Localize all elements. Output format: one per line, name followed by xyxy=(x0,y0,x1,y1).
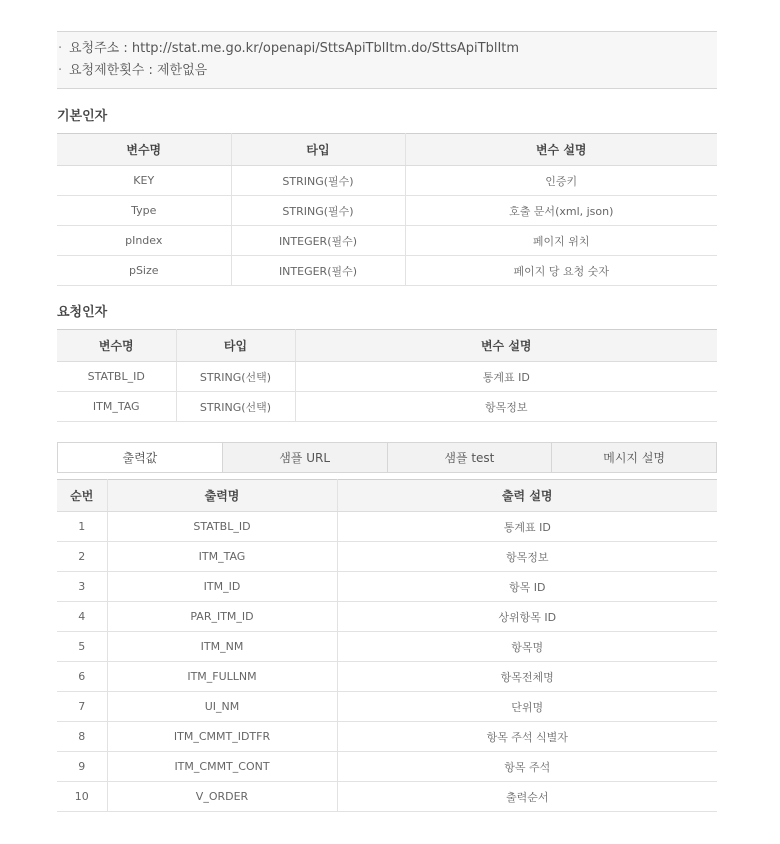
request-limit-text: 요청제한횟수 : 제한없음 xyxy=(69,63,208,78)
output-name: PAR_ITM_ID xyxy=(107,602,337,632)
tab-sample-url[interactable]: 샘플 URL xyxy=(222,443,387,472)
tab-sample-test[interactable]: 샘플 test xyxy=(387,443,552,472)
column-header: 타입 xyxy=(231,134,405,166)
bullet-icon: · xyxy=(58,41,63,56)
column-header: 변수 설명 xyxy=(295,330,717,362)
param-name: STATBL_ID xyxy=(57,362,176,392)
param-type: STRING(선택) xyxy=(176,392,295,422)
output-name: ITM_CMMT_CONT xyxy=(107,752,337,782)
param-desc: 항목정보 xyxy=(295,392,717,422)
column-header: 변수명 xyxy=(57,330,176,362)
tab-message-desc[interactable]: 메시지 설명 xyxy=(551,443,716,472)
row-number: 6 xyxy=(57,662,107,692)
row-number: 4 xyxy=(57,602,107,632)
output-desc: 항목 주석 식별자 xyxy=(337,722,717,752)
output-name: ITM_FULLNM xyxy=(107,662,337,692)
param-desc: 통계표 ID xyxy=(295,362,717,392)
row-number: 10 xyxy=(57,782,107,812)
table-row xyxy=(57,196,717,226)
table-row xyxy=(57,392,717,422)
column-header: 변수 설명 xyxy=(405,134,717,166)
row-number: 5 xyxy=(57,632,107,662)
output-desc: 항목전체명 xyxy=(337,662,717,692)
param-desc: 인증키 xyxy=(405,166,717,196)
param-name: KEY xyxy=(57,166,231,196)
row-number: 7 xyxy=(57,692,107,722)
output-desc: 항목 주석 xyxy=(337,752,717,782)
column-header: 타입 xyxy=(176,330,295,362)
table-row xyxy=(57,362,717,392)
output-desc: 통계표 ID xyxy=(337,512,717,542)
api-spec-content xyxy=(57,31,717,812)
bullet-icon: · xyxy=(58,63,63,78)
table-row xyxy=(57,662,717,692)
table-header-row xyxy=(57,134,717,166)
output-tabs xyxy=(57,442,717,473)
row-number: 8 xyxy=(57,722,107,752)
output-desc: 항목정보 xyxy=(337,542,717,572)
row-number: 1 xyxy=(57,512,107,542)
param-name: ITM_TAG xyxy=(57,392,176,422)
column-header: 변수명 xyxy=(57,134,231,166)
output-desc: 항목 ID xyxy=(337,572,717,602)
output-desc: 항목명 xyxy=(337,632,717,662)
table-row xyxy=(57,722,717,752)
param-desc: 페이지 위치 xyxy=(405,226,717,256)
column-header: 출력명 xyxy=(107,480,337,512)
row-number: 2 xyxy=(57,542,107,572)
output-name: ITM_TAG xyxy=(107,542,337,572)
output-name: ITM_ID xyxy=(107,572,337,602)
output-name: UI_NM xyxy=(107,692,337,722)
table-row xyxy=(57,166,717,196)
table-row xyxy=(57,542,717,572)
output-table xyxy=(57,479,717,812)
request-url-line xyxy=(57,38,717,60)
table-row xyxy=(57,782,717,812)
table-row xyxy=(57,226,717,256)
output-desc: 상위항목 ID xyxy=(337,602,717,632)
basic-params-title: 기본인자 xyxy=(57,109,108,124)
param-type: STRING(선택) xyxy=(176,362,295,392)
table-row xyxy=(57,752,717,782)
request-info-box xyxy=(57,31,717,89)
table-row xyxy=(57,632,717,662)
table-row xyxy=(57,512,717,542)
param-desc: 페이지 당 요청 숫자 xyxy=(405,256,717,286)
table-header-row xyxy=(57,330,717,362)
param-name: pSize xyxy=(57,256,231,286)
request-params-table xyxy=(57,329,717,422)
request-params-title: 요청인자 xyxy=(57,305,108,320)
request-limit-line xyxy=(57,60,717,82)
param-type: INTEGER(필수) xyxy=(231,256,405,286)
param-type: STRING(필수) xyxy=(231,166,405,196)
table-header-row xyxy=(57,480,717,512)
param-type: STRING(필수) xyxy=(231,196,405,226)
table-row xyxy=(57,692,717,722)
request-url-text: 요청주소 : http://stat.me.go.kr/openapi/SttsApiTblItm.do/SttsApiTblItm xyxy=(69,41,520,56)
param-name: Type xyxy=(57,196,231,226)
column-header: 순번 xyxy=(57,480,107,512)
row-number: 9 xyxy=(57,752,107,782)
param-name: pIndex xyxy=(57,226,231,256)
table-row xyxy=(57,602,717,632)
output-name: V_ORDER xyxy=(107,782,337,812)
param-type: INTEGER(필수) xyxy=(231,226,405,256)
output-desc: 출력순서 xyxy=(337,782,717,812)
table-row xyxy=(57,572,717,602)
output-name: ITM_CMMT_IDTFR xyxy=(107,722,337,752)
basic-params-table xyxy=(57,133,717,286)
column-header: 출력 설명 xyxy=(337,480,717,512)
tab-output[interactable]: 출력값 xyxy=(58,443,222,472)
output-name: ITM_NM xyxy=(107,632,337,662)
row-number: 3 xyxy=(57,572,107,602)
table-row xyxy=(57,256,717,286)
param-desc: 호출 문서(xml, json) xyxy=(405,196,717,226)
output-desc: 단위명 xyxy=(337,692,717,722)
output-name: STATBL_ID xyxy=(107,512,337,542)
